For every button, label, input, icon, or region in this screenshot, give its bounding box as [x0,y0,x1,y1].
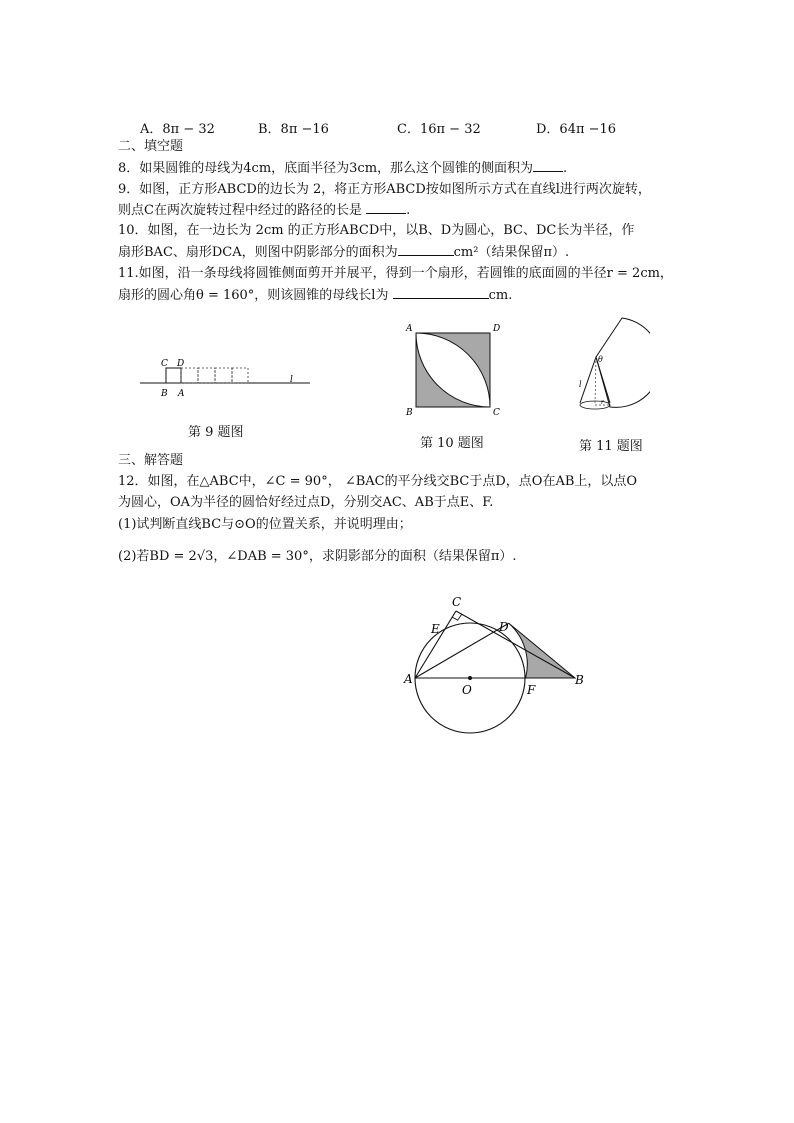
label-d: D [177,359,185,369]
question-9-line2 [118,201,410,220]
question-8 [118,159,567,178]
option-b: B．8π −16 [258,122,329,137]
question-11-line1: 11.如图，沿一条母线将圆锥侧面剪开并展平，得到一个扇形，若圆锥的底面圆的半径r = 2cm， [118,266,673,281]
section-title-solve: 三、解答题 [118,453,184,468]
question-11-line2 [118,286,512,305]
label-a: A [178,389,185,399]
dashed-square-3 [215,368,232,383]
question-8-tail: . [563,161,568,176]
label-c: C [493,408,500,418]
dashed-square-1 [181,368,198,383]
option-a: A．8π − 32 [140,122,215,137]
figure-11-caption: 第 11 题图 [579,439,643,454]
answer-blank-9 [366,201,406,214]
label-e: E [431,622,440,636]
label-a: A [404,672,413,686]
question-11-text: 扇形的圆心角θ = 160°，则该圆锥的母线长l为 [118,288,389,303]
square-abcd [166,368,181,383]
question-10-text: 扇形BAC、扇形DCA，则图中阴影部分的面积为 [118,245,398,260]
option-c: C．16π − 32 [397,122,481,137]
segment-cb [456,611,575,678]
answer-blank-8 [533,159,563,172]
label-r: r [601,399,604,406]
figure-11 [570,312,650,422]
label-c: C [452,595,462,609]
question-9-line1: 9．如图，正方形ABCD的边长为 2，将正方形ABCD按如图所示方式在直线l进行两次旋转， [118,182,651,197]
label-f: F [527,683,536,697]
question-10-line1: 10．如图，在一边长为 2cm 的正方形ABCD中，以B、D为圆心，BC、DC长为半径，作 [118,223,635,238]
label-theta: θ [598,355,603,364]
figure-12 [400,590,596,740]
figure-9 [136,352,316,402]
label-b: B [406,408,413,418]
label-d: D [493,324,501,334]
question-11-tail: cm. [488,288,513,303]
option-d: D．64π −16 [536,122,617,137]
answer-blank-11 [393,286,489,299]
label-o: O [462,683,472,697]
label-b: B [161,389,168,399]
label-b: B [575,673,584,687]
sector [596,318,650,407]
segment-ad [415,623,509,678]
label-d: D [499,620,509,634]
question-12-part2: (2)若BD = 2√3，∠DAB = 30°，求阴影部分的面积（结果保留π）. [118,549,517,564]
question-9-tail: . [406,203,411,218]
label-l: l [579,380,582,389]
answer-blank-10 [398,243,454,256]
figure-10 [402,318,508,422]
question-12-line1: 12．如图，在△ABC中，∠C = 90°， ∠BAC的平分线交BC于点D，点O在AB上，以点O [118,474,638,489]
figure-9-caption: 第 9 题图 [188,425,244,440]
section-title-fill-in: 二、填空题 [118,139,184,154]
cone-height [595,357,596,405]
dashed-square-4 [232,368,248,383]
label-l: l [290,375,293,385]
question-12-part1: (1)试判断直线BC与⊙O的位置关系，并说明理由； [118,517,412,532]
figure-10-caption: 第 10 题图 [420,436,484,451]
shaded-region [509,623,575,678]
dashed-square-2 [198,368,215,383]
question-9-text: 则点C在两次旋转过程中经过的路径的长是 [118,203,362,218]
label-a: A [406,324,413,334]
question-10-tail: cm²（结果保留π）. [453,245,570,260]
question-10-line2 [118,243,569,262]
question-12-line2: 为圆心，OA为半径的圆恰好经过点D，分别交AC、AB于点E、F. [118,495,494,510]
label-c: C [161,359,168,369]
center-dot [468,676,472,680]
question-8-text: 8．如果圆锥的母线为4cm，底面半径为3cm，那么这个圆锥的侧面积为 [118,161,534,176]
cone-left-edge [580,357,596,403]
